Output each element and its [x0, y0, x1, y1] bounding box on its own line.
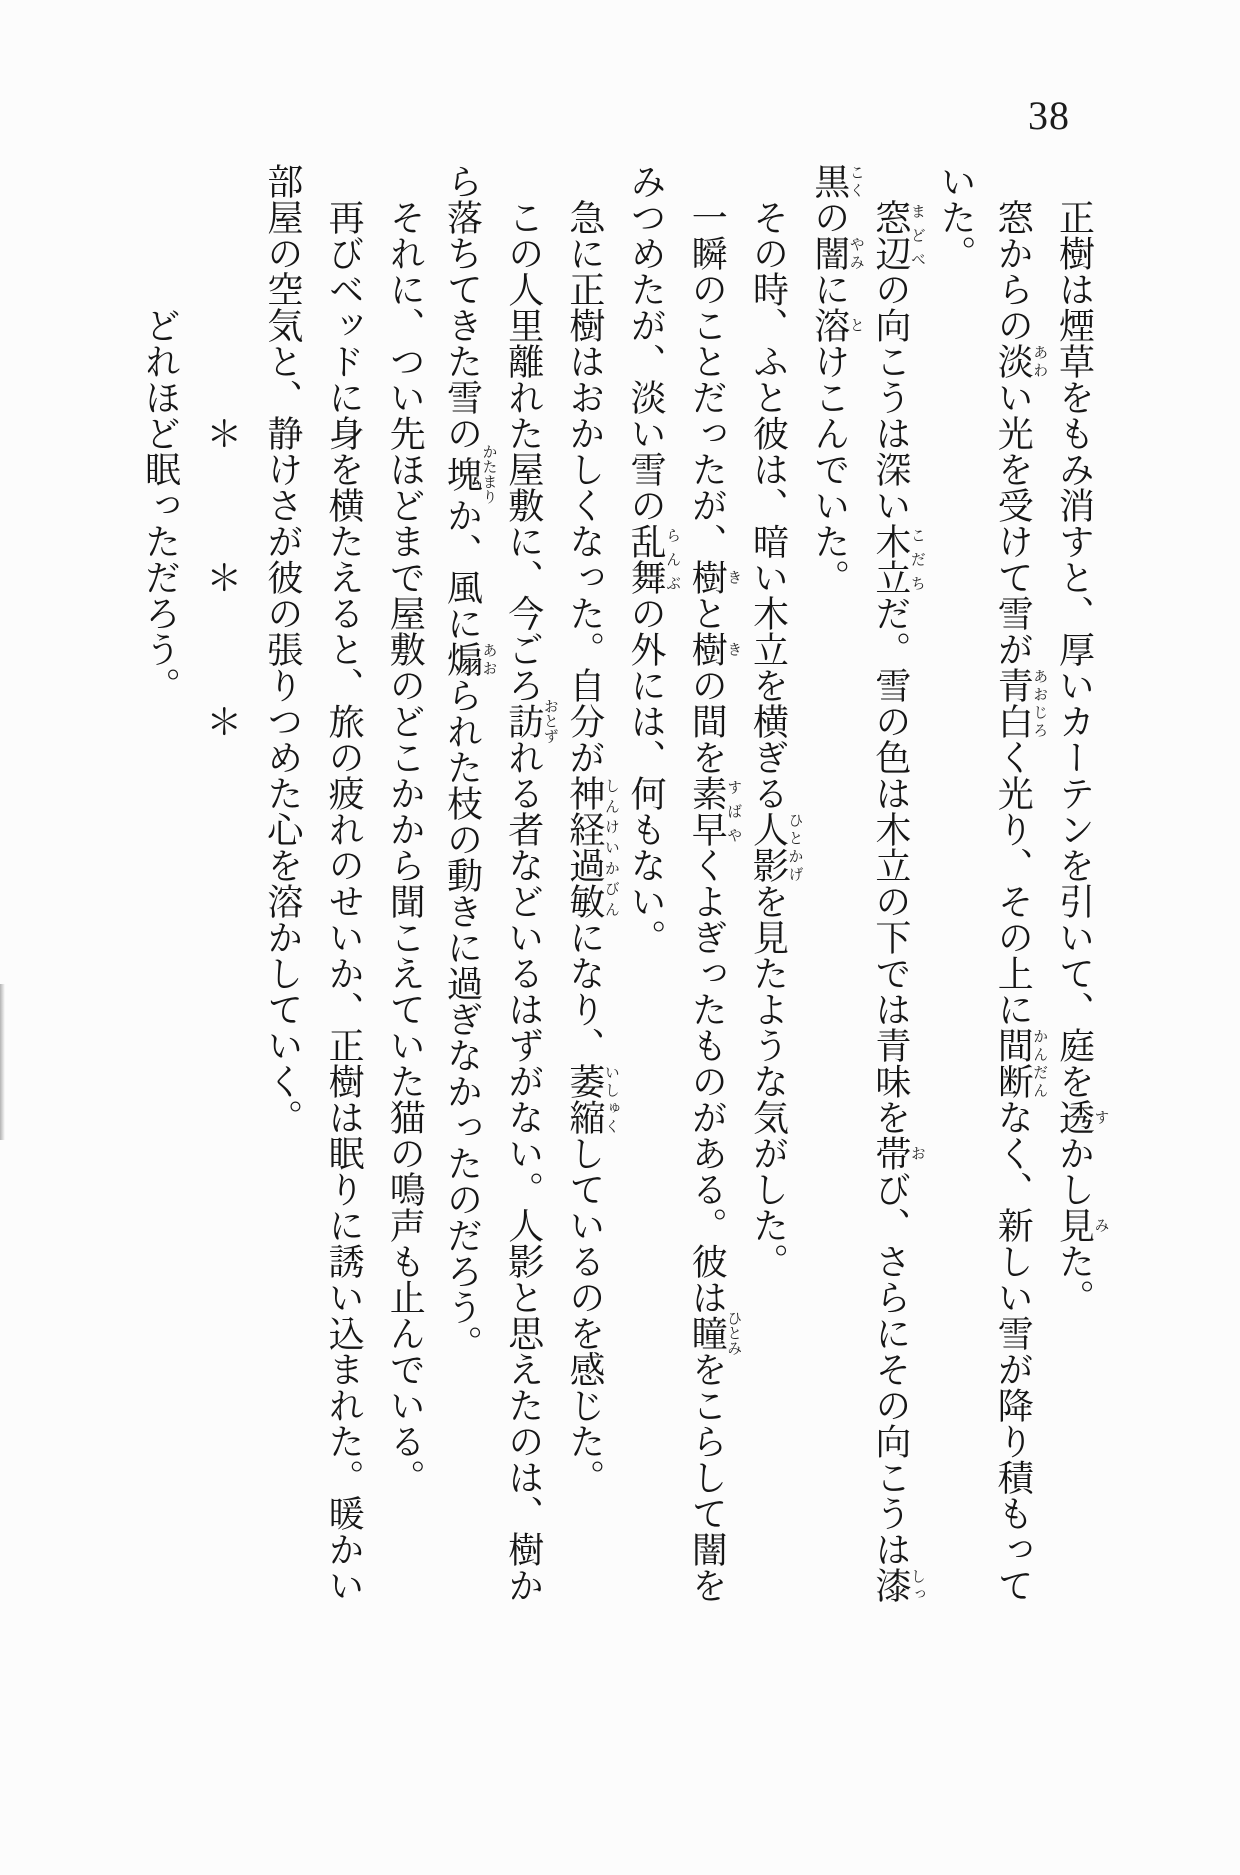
furigana-ruby: 漆しっ [870, 1567, 925, 1603]
text-run: かし [1054, 1135, 1095, 1207]
text-run: 急に正樹はおかしくなった。自分が [564, 199, 605, 775]
text-run: の外には、何もない。 [626, 595, 667, 955]
section-separator [191, 415, 252, 1875]
text-run: く光り、その上に [993, 739, 1034, 1027]
text-run: みつめたが、淡い雪の [626, 163, 667, 523]
text-line-11 [436, 163, 497, 1623]
text-line-4 [864, 199, 925, 1659]
text-run: ＊ ＊ ＊ [201, 415, 242, 739]
text-run: いた。 [936, 163, 977, 271]
text-line-2 [986, 199, 1047, 1659]
furigana-ruby: 青白あおじろ [993, 667, 1048, 739]
scan-edge-artifact [0, 984, 5, 1140]
furigana-ruby: 淡あわ [993, 343, 1048, 379]
furigana-ruby: 樹き [687, 631, 742, 667]
text-run: それに、つい先ほどまで屋敷のどこかから聞こえていた猫の鳴声も止んでいる。 [385, 199, 426, 1495]
page-number: 38 [1028, 93, 1070, 138]
furigana-ruby: 帯お [870, 1135, 925, 1171]
text-run: になり、 [564, 919, 605, 1063]
text-run: ら落ちてきた雪の [442, 163, 483, 451]
text-line-5 [803, 163, 864, 1623]
text-run: と [687, 595, 728, 631]
text-run: その時、ふと彼は、暗い木立を横ぎる [748, 199, 789, 811]
furigana-ruby: 闇やみ [809, 235, 864, 271]
text-run: を見たような気がした。 [748, 883, 789, 1279]
text-line-9 [558, 199, 619, 1659]
text-line-13 [313, 199, 374, 1659]
text-run: い光を受けて雪が [993, 379, 1034, 667]
furigana-ruby: 木立こだち [870, 523, 925, 595]
text-line-3 [925, 163, 986, 1623]
furigana-ruby: 溶と [809, 307, 864, 343]
text-run: れる者などいるはずがない。人影と思えたのは、樹か [503, 739, 544, 1603]
text-run: 一瞬のことだったが、 [687, 199, 728, 559]
text-run: び、さらにその向こうは [870, 1171, 911, 1567]
text-run: 正樹は煙草をもみ消すと、厚いカーテンを引いて、庭を [1054, 199, 1095, 1099]
furigana-ruby: 煽あお [442, 641, 497, 677]
text-line-12 [374, 199, 435, 1659]
text-run: をこらして闇を [687, 1351, 728, 1603]
furigana-ruby: 神経過敏しんけいかびん [564, 775, 619, 919]
furigana-ruby: 訪おとず [503, 698, 558, 744]
text-run: けこんでいた。 [809, 343, 850, 595]
furigana-ruby: 人影ひとかげ [748, 811, 803, 883]
furigana-ruby: 塊かたまり [442, 444, 497, 504]
text-run: だ。雪の色は木立の下では青味を [870, 595, 911, 1135]
text-line-8 [619, 163, 680, 1623]
furigana-ruby: 黒こく [809, 163, 864, 199]
text-run: くよぎったものがある。彼は [687, 847, 728, 1315]
text-line-1 [1048, 199, 1109, 1659]
furigana-ruby: 素早すばや [687, 775, 742, 847]
text-run: の向こうは深い [870, 271, 911, 523]
text-run: られた枝の動きに過ぎなかったのだろう。 [442, 677, 483, 1361]
furigana-ruby: 透す [1054, 1099, 1109, 1135]
text-run: か、風に [442, 497, 483, 641]
text-run: に [809, 271, 850, 307]
text-run: この人里離れた屋敷に、今ごろ [503, 199, 544, 703]
text-line-14 [252, 163, 313, 1623]
text-run: 部屋の空気と、静けさが彼の張りつめた心を溶かしていく。 [262, 163, 303, 1135]
furigana-ruby: 樹き [687, 559, 742, 595]
text-run: しているのを感じた。 [564, 1135, 605, 1495]
furigana-ruby: 乱舞らんぶ [626, 523, 681, 595]
text-run: の [809, 199, 850, 235]
text-run: 再びベッドに身を横たえると、旅の疲れのせいか、正樹は眠りに誘い込まれた。暖かい [324, 199, 365, 1603]
furigana-ruby: 萎縮いしゅく [564, 1063, 619, 1135]
text-run: 窓からの [993, 199, 1034, 343]
text-line-16 [130, 307, 191, 1767]
text-line-10 [497, 199, 558, 1659]
text-line-7 [680, 199, 741, 1659]
text-run: た。 [1054, 1243, 1095, 1315]
furigana-ruby: 間断かんだん [993, 1027, 1048, 1099]
furigana-ruby: 瞳ひとみ [687, 1310, 742, 1356]
text-run: どれほど眠っただろう。 [140, 307, 181, 703]
text-run: の間を [687, 667, 728, 775]
text-line-6 [742, 199, 803, 1659]
furigana-ruby: 見み [1054, 1207, 1109, 1243]
furigana-ruby: 窓辺まどべ [870, 199, 925, 271]
text-run: なく、新しい雪が降り積もって [993, 1099, 1034, 1603]
